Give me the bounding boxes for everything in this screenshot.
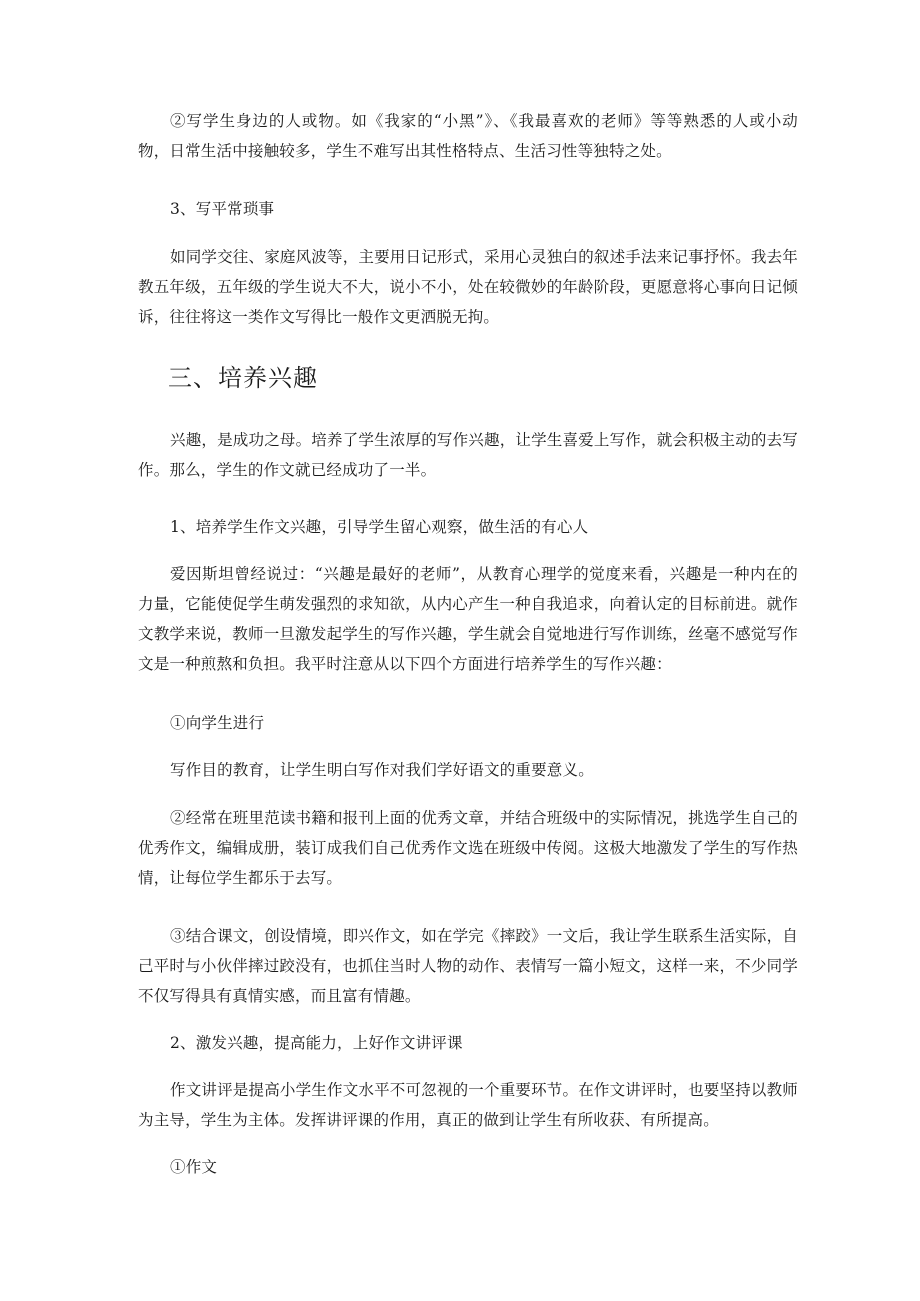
paragraph-diary-form: 如同学交往、家庭风波等，主要用日记形式，采用心灵独白的叙述手法来记事抒怀。我去年教五年级，五年级的学生说大不大，说小不小，处在较微妙的年龄阶段，更愿意将心事向日记倾诉，往往将这一类作文写得比一般作文更洒脱无拘。	[138, 248, 799, 326]
section-heading-cultivate-interest: 三、培养兴趣	[168, 364, 318, 392]
list-item-essay: ①作文	[170, 1158, 218, 1176]
paragraph-interest-mother-of-success: 兴趣，是成功之母。培养了学生浓厚的写作兴趣，让学生喜爱上写作，就会积极主动的去写作。那么，学生的作文就已经成功了一半。	[138, 431, 799, 479]
paragraph-writing-purpose: 写作目的教育，让学生明白写作对我们学好语文的重要意义。	[170, 761, 594, 779]
subheading-trivial-matters: 3、写平常琐事	[170, 200, 275, 218]
list-item-read-excellent-essays: ②经常在班里范读书籍和报刊上面的优秀文章，并结合班级中的实际情况，挑选学生自己的优秀作文，编辑成册，装订成我们自己优秀作文选在班级中传阅。这极大地激发了学生的写作热情，让每位学生都乐于去写。	[138, 809, 799, 887]
subheading-essay-review-class: 2、激发兴趣，提高能力，上好作文讲评课	[170, 1034, 463, 1052]
list-item-purpose-education: ①向学生进行	[170, 714, 265, 732]
list-item-create-situations: ③结合课文，创设情境，即兴作文，如在学完《摔跤》一文后，我让学生联系生活实际，自己平时与小伙伴摔过跤没有，也抓住当时人物的动作、表情写一篇小短文，这样一来，不少同学不仅写得具有真情实感，而且富有情趣。	[138, 927, 799, 1005]
paragraph-einstein-quote: 爱因斯坦曾经说过：“兴趣是最好的老师”，从教育心理学的觉度来看，兴趣是一种内在的力量，它能使促学生萌发强烈的求知欲，从内心产生一种自我追求，向着认定的目标前进。就作文教学来说，教师一旦激发起学生的写作兴趣，学生就会自觉地进行写作训练，丝毫不感觉写作文是一种煎熬和负担。我平时注意从以下四个方面进行培养学生的写作兴趣：	[138, 565, 798, 673]
subheading-observe-life: 1、培养学生作文兴趣，引导学生留心观察，做生活的有心人	[170, 518, 589, 536]
paragraph-observe-people: ②写学生身边的人或物。如《我家的“小黑”》、《我最喜欢的老师》等等熟悉的人或小动物，日常生活中接触较多，学生不难写出其性格特点、生活习性等独特之处。	[138, 112, 798, 160]
paragraph-essay-review: 作文讲评是提高小学生作文水平不可忽视的一个重要环节。在作文讲评时，也要坚持以教师为主导，学生为主体。发挥讲评课的作用，真正的做到让学生有所收获、有所提高。	[138, 1081, 799, 1129]
